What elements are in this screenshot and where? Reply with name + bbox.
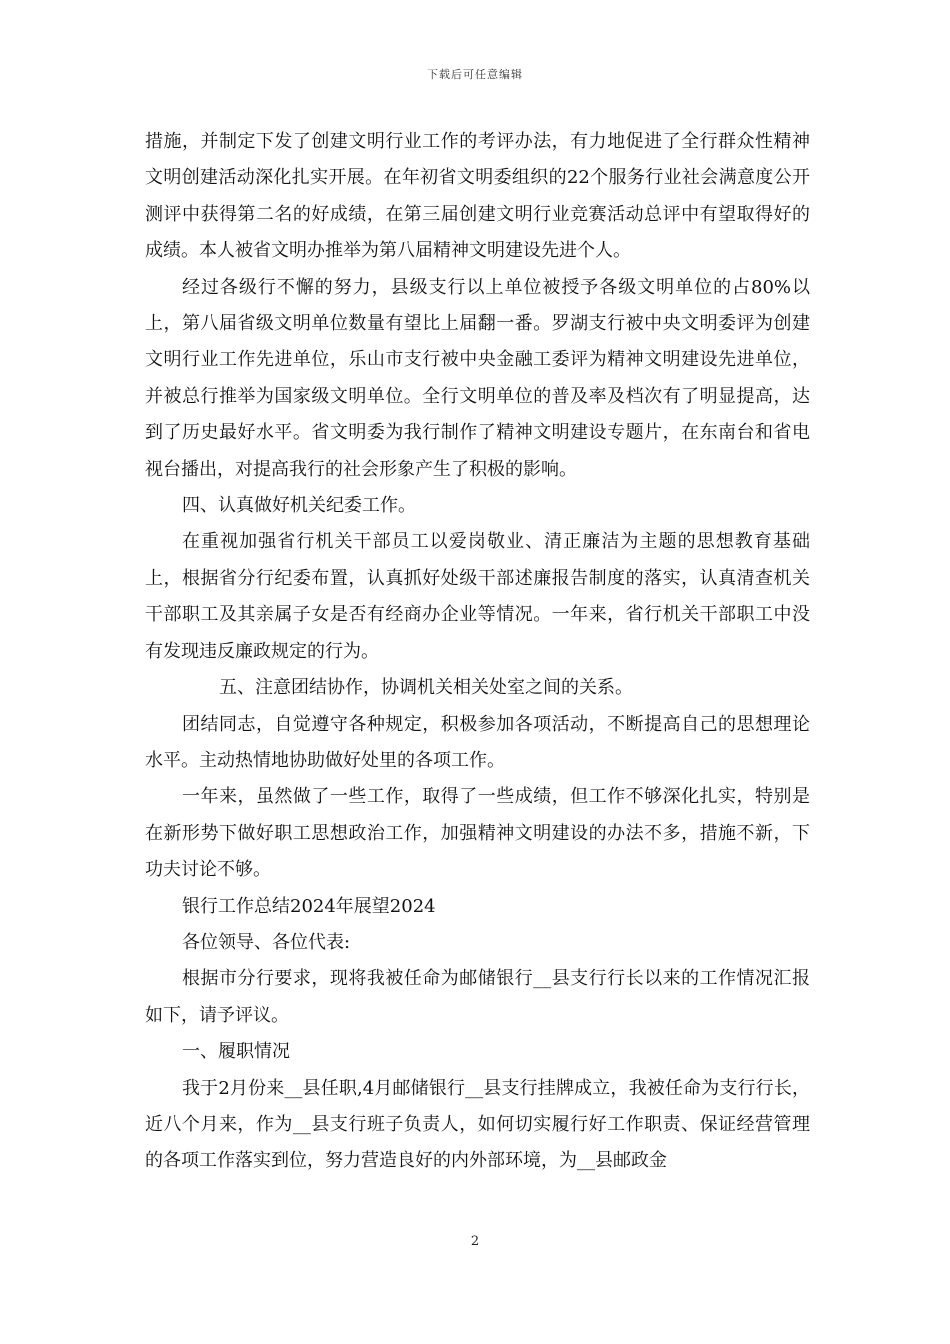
paragraph: 根据市分行要求，现将我被任命为邮储银行__县支行行长以来的工作情况汇报如下，请予评议。: [145, 968, 810, 1026]
document-body: [145, 124, 810, 1180]
paragraph: 我于2月份来__县任职,4月邮储银行__县支行挂牌成立，我被任命为支行行长，近八个月来，作为__县支行班子负责人，如何切实履行好工作职责、保证经营管理的各项工作落实到位，努力营造良好的内外部环境，为__县邮政金: [145, 1077, 810, 1172]
paragraph: 措施，并制定下发了创建文明行业工作的考评办法，有力地促进了全行群众性精神文明创建活动深化扎实开展。在年初省文明委组织的22个服务行业社会满意度公开测评中获得第二名的好成绩，在第三届创建文明行业竞赛活动总评中有望取得好的成绩。本人被省文明办推举为第八届精神文明建设先进个人。: [145, 131, 810, 262]
paragraph: 经过各级行不懈的努力，县级支行以上单位被授予各级文明单位的占80%以上，第八届省级文明单位数量有望比上届翻一番。罗湖支行被中央文明委评为创建文明行业工作先进单位，乐山市支行被中央金融工委评为精神文明建设先进单位，并被总行推举为国家级文明单位。全行文明单位的普及率及档次有了明显提高，达到了历史最好水平。省文明委为我行制作了精神文明建设专题片，在东南台和省电视台播出，对提高我行的社会形象产生了积极的影响。: [145, 276, 810, 480]
section-heading: 五、注意团结协作，协调机关相关处室之间的关系。: [219, 677, 633, 699]
paragraph: 一年来，虽然做了一些工作，取得了一些成绩，但工作不够深化扎实，特别是在新形势下做好职工思想政治工作，加强精神文明建设的办法不多，措施不新，下功夫讨论不够。: [145, 786, 810, 881]
page-number: 2: [470, 1234, 480, 1249]
paragraph: 团结同志，自觉遵守各种规定，积极参加各项活动，不断提高自己的思想理论水平。主动热情地协助做好处里的各项工作。: [145, 713, 810, 771]
salutation: 各位领导、各位代表:: [182, 931, 351, 953]
section-heading: 四、认真做好机关纪委工作。: [182, 495, 416, 517]
section-heading: 一、履职情况: [182, 1041, 290, 1063]
page-header: 下载后可任意编辑: [427, 68, 523, 81]
paragraph: 在重视加强省行机关干部员工以爱岗敬业、清正廉洁为主题的思想教育基础上，根据省分行纪委布置，认真抓好处级干部述廉报告制度的落实，认真清查机关干部职工及其亲属子女是否有经商办企业等情况。一年来，省行机关干部职工中没有发现违反廉政规定的行为。: [145, 531, 810, 662]
document-title: 银行工作总结2024年展望2024: [182, 895, 436, 917]
